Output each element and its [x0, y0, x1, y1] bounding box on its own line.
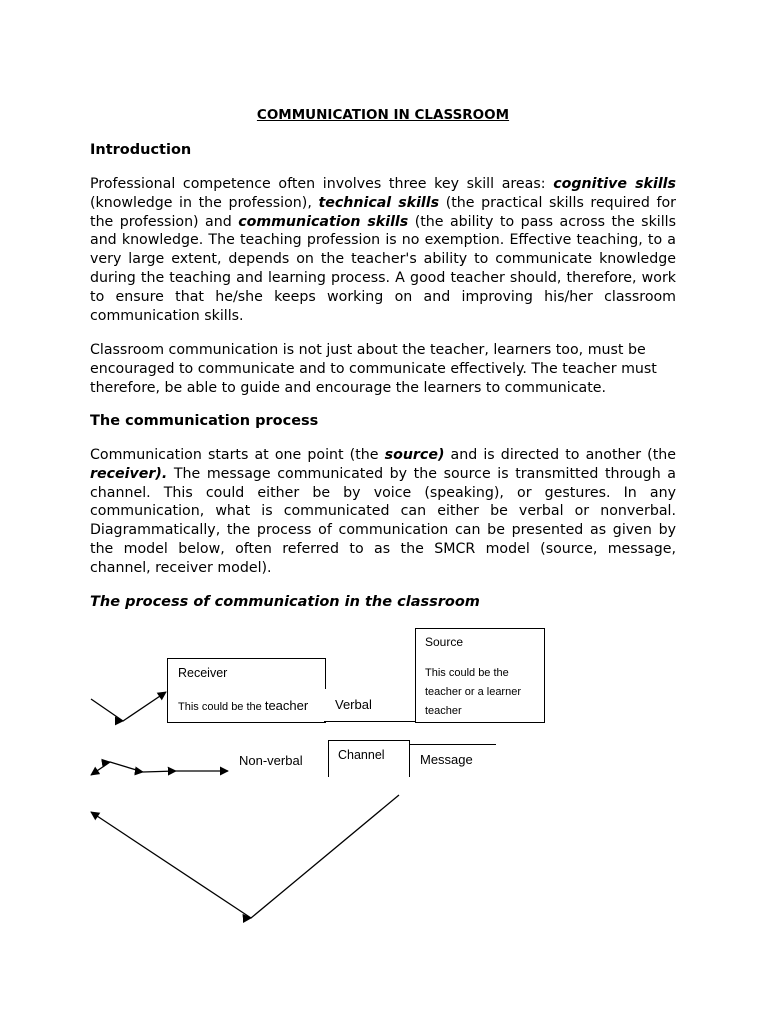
intro-heading: Introduction [90, 142, 192, 158]
document-title: COMMUNICATION IN CLASSROOM [256, 107, 510, 123]
receiver-arrow [91, 692, 166, 721]
intro-paragraph-1: Professional competence often involves three key skill areas: cognitive skills (knowledge in the profession), technical skills (the practical skills required for the profession) and communication skills (the ability to pass across the skills and knowledge. The teaching profession is no exemption. Effective teaching, to a very large extent, depends on the teacher's ability to communicate knowledge during the teaching and learning process. A good teacher should, therefore, work to ensure that he/she keeps working on and improving his/her classroom communication skills. [90, 176, 676, 324]
source-description: This could be the teacher or a learner teacher [425, 667, 521, 717]
verbal-label: Verbal [335, 697, 372, 712]
source-title: Source [425, 635, 464, 649]
message-label: Message [420, 752, 473, 767]
diagram-heading: The process of communication in the classroom [90, 594, 480, 610]
non-verbal-label: Non-verbal [239, 753, 303, 768]
non-verbal-arrow [91, 762, 228, 775]
intro-paragraph-2: Classroom communication is not just about the teacher, learners too, must be encouraged to communicate and to communicate effectively. The teacher must therefore, be able to guide and encourage the learners to communicate. [90, 342, 657, 396]
feedback-arrow [91, 795, 399, 918]
process-heading: The communication process [90, 413, 319, 429]
receiver-title: Receiver [178, 666, 228, 680]
process-paragraph: Communication starts at one point (the source) and is directed to another (the receiver). The message communicated by the source is transmitted through a channel. This could either be by voice (speaking), or gestures. In any communication, what is communicated can either be verbal or nonverbal. Diagrammatically, the process of communication can be presented as given by the model below, often referred to as the SMCR model (source, message, channel, receiver model). [90, 447, 677, 576]
receiver-description: This could be the teacher [178, 698, 309, 713]
channel-label: Channel [338, 748, 385, 762]
